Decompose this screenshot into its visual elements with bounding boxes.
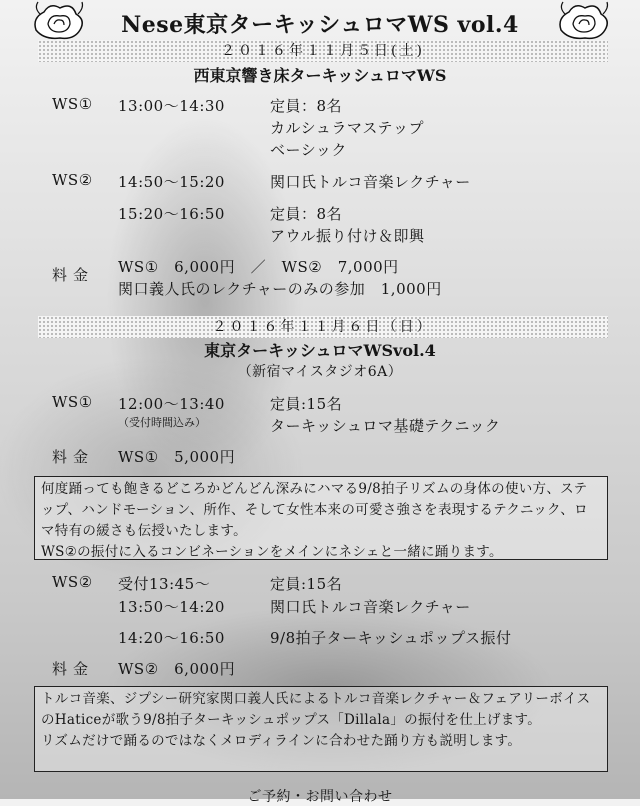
d2-ws1-time: 12:00〜13:40 xyxy=(118,395,225,413)
ws1-capacity: 定員：8名 xyxy=(270,97,343,115)
d2-ws1-label: WS① xyxy=(52,393,93,411)
ws1-time: 13:00〜14:30 xyxy=(118,97,225,115)
venue-day1: 西東京響き床ターキッシュロマWS xyxy=(193,66,447,85)
fee-d2-ws2: WS② 6,000円 xyxy=(118,660,236,678)
venue-day2: 東京ターキッシュロマWSvol.4 xyxy=(204,341,436,360)
footer-contact: ご予約・お問い合わせ xyxy=(247,789,393,805)
date-day1: ２０１６年１１月５日(土) xyxy=(221,43,425,59)
d2-ws1-note: （受付時間込み） xyxy=(118,416,206,429)
ws1-content-2: ベーシック xyxy=(270,141,347,159)
d2-ws1-capacity: 定員:15名 xyxy=(270,395,343,413)
fee-d2-ws1: WS① 5,000円 xyxy=(118,448,236,466)
date-band-day1 xyxy=(38,40,608,62)
d2-ws2-choreo: 9/8拍子ターキッシュポップス振付 xyxy=(270,629,512,647)
ws1-content: カルシュラマステップ xyxy=(270,119,425,137)
fee-line-2: 関口義人氏のレクチャーのみの参加 1,000円 xyxy=(118,280,442,298)
fee-label-d2-2: 料金 xyxy=(52,660,95,678)
d2-ws2-lecture: 関口氏トルコ音楽レクチャー xyxy=(270,598,471,616)
date-day2: ２０１６年１１月６日（日） xyxy=(212,319,434,335)
fee-label-day1: 料金 xyxy=(52,266,95,284)
d2-ws2-reception: 受付13:45〜 xyxy=(118,575,211,593)
d2-ws2-time-1: 13:50〜14:20 xyxy=(118,598,225,616)
description-box-2 xyxy=(34,686,608,772)
ws2-lecture: 関口氏トルコ音楽レクチャー xyxy=(270,173,471,191)
ws2-label: WS② xyxy=(52,171,93,189)
d2-ws1-content: ターキッシュロマ基礎テクニック xyxy=(270,417,501,435)
ws2-content: アウル振り付け＆即興 xyxy=(270,227,425,245)
fee-label-d2-1: 料金 xyxy=(52,448,95,466)
page-title: Nese東京ターキッシュロマWS vol.4 xyxy=(121,12,519,38)
studio-name: （新宿マイスタジオ6A） xyxy=(237,364,403,380)
description-box-1 xyxy=(34,476,608,560)
date-band-day2 xyxy=(38,316,608,338)
description-1-text-2: WS②の振付に入るコンビネーションをメインにネシェと一緒に踊ります。 xyxy=(41,544,503,560)
d2-ws2-capacity: 定員:15名 xyxy=(270,575,343,593)
description-2-text: トルコ音楽、ジプシー研究家関口義人氏によるトルコ音楽レクチャー＆フェアリーボイスのHaticeが歌う9/8拍子ターキッシュポップス「Dillala」の振付を仕上げます。 xyxy=(41,691,591,728)
fee-line-1: WS① 6,000円 ／ WS② 7,000円 xyxy=(118,258,399,276)
d2-ws2-label: WS② xyxy=(52,573,93,591)
ws2-time-2: 15:20〜16:50 xyxy=(118,205,225,223)
description-1-text: 何度踊っても飽きるどころかどんどん深みにハマる9/8拍子リズムの身体の使い方、ステップ、ハンドモーション、所作、そして女性本来の可愛さ強さを表現するテクニック、ロマ特有の緩さも伝授いたします。 xyxy=(41,481,588,539)
ws1-label: WS① xyxy=(52,95,93,113)
ws2-capacity: 定員：8名 xyxy=(270,205,343,223)
ws2-time-1: 14:50〜15:20 xyxy=(118,173,225,191)
d2-ws2-time-2: 14:20〜16:50 xyxy=(118,629,225,647)
description-2-text-2: リズムだけで踊るのではなくメロディラインに合わせた踊り方も説明します。 xyxy=(41,733,522,749)
